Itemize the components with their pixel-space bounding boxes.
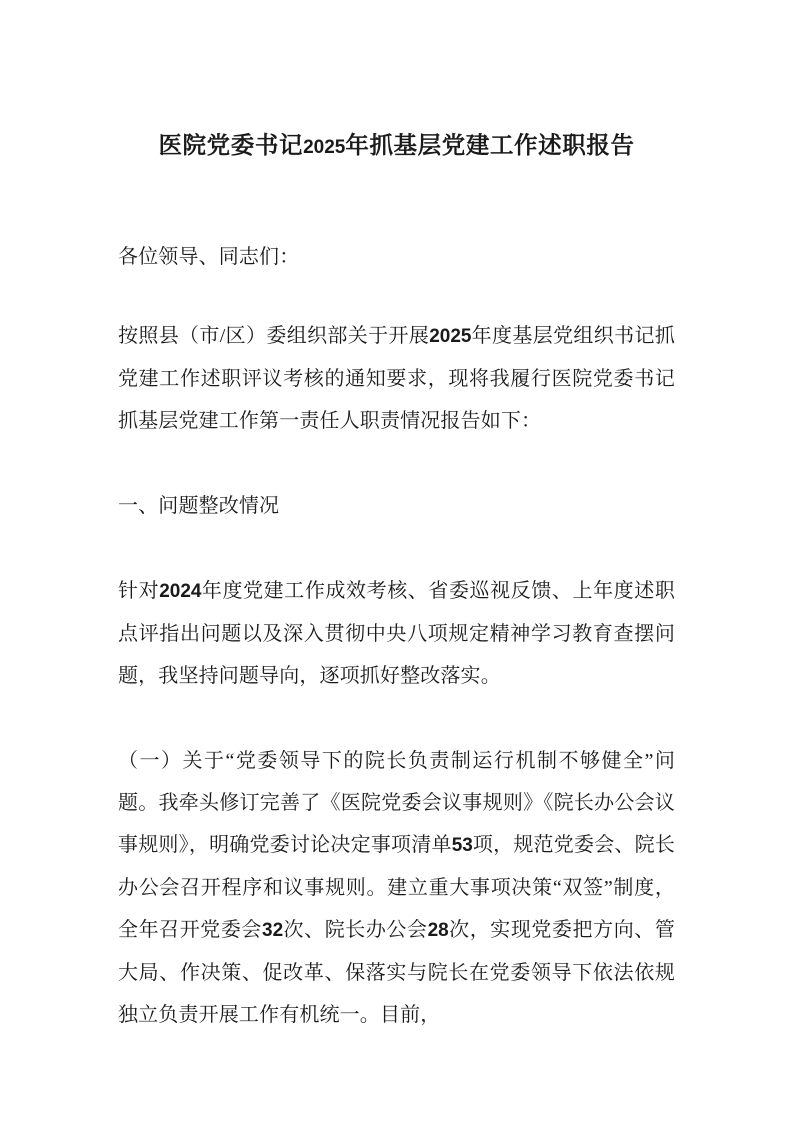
section-1-paragraph-1 <box>118 570 675 697</box>
party-committee-meetings-count: 32 <box>262 920 284 941</box>
intro-paragraph <box>118 315 675 442</box>
intro-text-part1: 按照县（市/区）委组织部关于开展 <box>118 325 430 347</box>
subsection-text-part4: 次，实现党委把方向、管大局、作决策、促改革、保落实与院长在党委领导下依法依规独立负责开展工作有机统一。目前， <box>118 919 675 1026</box>
subsection-text-part1: （一）关于“党委领导下的院长负责制运行机制不够健全”问题。我牵头修订完善了《医院党委会议事规则》《院长办公会议事规则》，明确党委讨论决定事项清单 <box>118 750 675 856</box>
title-text-before: 医院党委书记 <box>158 133 304 159</box>
assessment-year: 2024 <box>159 581 202 602</box>
title-year: 2025 <box>303 137 346 158</box>
salutation: 各位领导、同志们： <box>118 246 300 268</box>
document-body <box>118 236 675 1036</box>
intro-year: 2025 <box>429 326 472 347</box>
paragraph-text-part1: 针对 <box>118 580 160 602</box>
subsection-text-part3: 次、院长办公会 <box>283 919 428 941</box>
page-title <box>118 126 675 168</box>
paragraph-text-part2: 年度党建工作成效考核、省委巡视反馈、上年度述职点评指出问题以及深入贯彻中央八项规定精神学习教育查摆问题，我坚持问题导向，逐项抓好整改落实。 <box>118 580 675 687</box>
president-office-meetings-count: 28 <box>427 920 449 941</box>
subsection-text-part2: 项，规范党委会、院长办公会召开程序和议事规则。建立重大事项决策“双签”制度，全年召开党委会 <box>118 834 675 941</box>
section-heading-1: 一、问题整改情况 <box>118 495 280 517</box>
decision-items-count: 53 <box>451 835 473 856</box>
section-1-paragraph-2 <box>118 740 675 1036</box>
title-text-after: 年抓基层党建工作述职报告 <box>345 133 635 159</box>
intro-text-part2: 年度基层党组织书记抓党建工作述职评议考核的通知要求，现将我履行医院党委书记抓基层党建工作第一责任人职责情况报告如下： <box>118 325 675 432</box>
